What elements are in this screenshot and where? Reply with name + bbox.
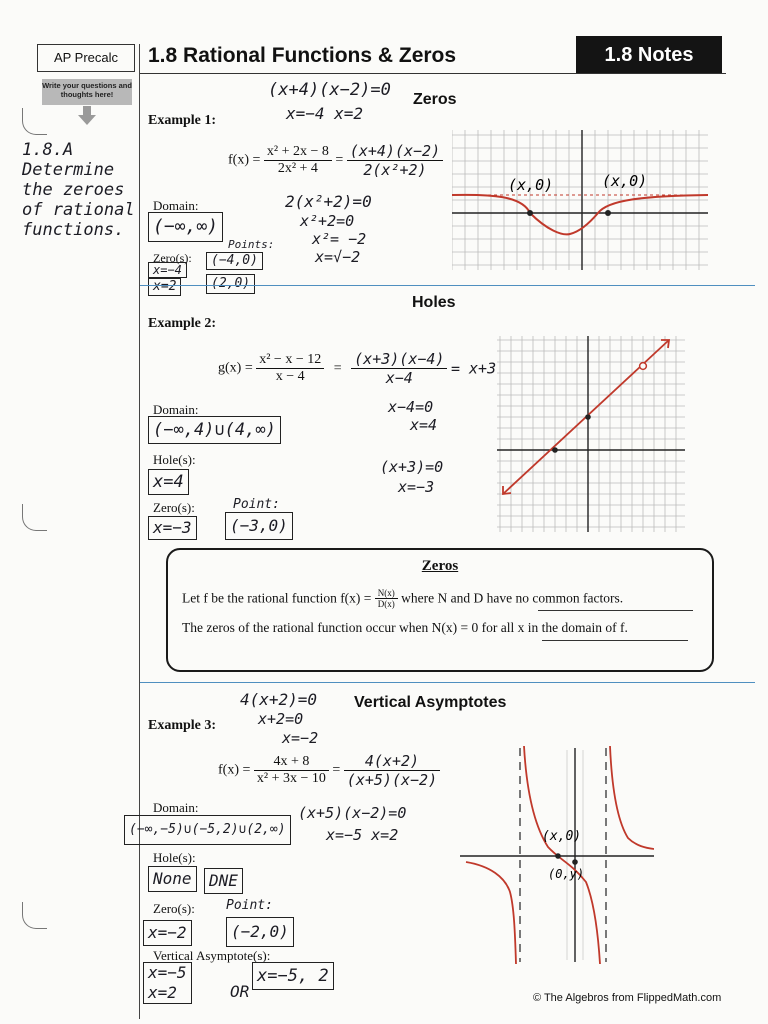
ex3-zero-value: x=−2 [143, 920, 192, 946]
ex3-graph-label-1: (x,0) [542, 829, 582, 844]
ex3-va-value-1: x=−5 [148, 963, 187, 982]
ex2-y-intercept [585, 414, 591, 420]
definition-underline-1 [538, 610, 693, 611]
ex3-factored-den: (x+5)(x−2) [346, 771, 438, 789]
ex3-va-or: OR [230, 982, 250, 1001]
ex3-work-top-2: x+2=0 [258, 710, 304, 728]
ex1-graph [452, 130, 708, 270]
ex3-func-num: 4x + 8 [254, 754, 329, 771]
ex1-work-factor: (x+4)(x−2)=0 [268, 80, 391, 100]
ex2-domain-label: Domain: [153, 402, 199, 417]
divider-2 [140, 682, 755, 683]
ex1-function: f(x) = $\frac{\text{x² + 2x − 8}}{\text{2x² + 4}}$ = $\frac{(x+4)(x-2)}{\text{2(x²+2)}}$ [228, 142, 443, 179]
ex1-factored-den: 2(x²+2) [363, 161, 427, 179]
ex1-zero-point-2 [605, 210, 611, 216]
definition-line-1-a: Let f be the rational function f(x) = [182, 590, 372, 606]
ex3-zero-point [555, 853, 561, 859]
ex2-zero-value: x=−3 [148, 516, 197, 540]
ex1-factored-fraction [347, 142, 443, 179]
divider-1 [140, 285, 755, 286]
footer-copyright: © The Algebros from FlippedMath.com [533, 992, 722, 1004]
header-rule [140, 73, 726, 74]
ex3-work-top-3: x=−2 [282, 729, 319, 747]
ex1-func-lhs: f(x) = [228, 152, 261, 168]
ex3-curve-middle [524, 746, 600, 964]
ex2-factored-den: x−4 [385, 369, 413, 387]
ex2-work-2: x=4 [410, 416, 438, 434]
ex2-work-1: x−4=0 [388, 398, 434, 416]
zeros-definition-box [166, 548, 714, 672]
example1-label: Example 1: [148, 113, 217, 128]
ex2-func-fraction [256, 352, 324, 385]
ex1-points-label: Points: [228, 238, 275, 251]
ex3-work-top-1: 4(x+2)=0 [240, 690, 318, 709]
ex3-graph [460, 742, 654, 968]
ex2-work-4: x=−3 [398, 478, 435, 496]
ex2-func-den: x − 4 [275, 369, 305, 384]
ex3-curve-left [466, 862, 516, 964]
notes-badge-label: 1.8 Notes [604, 44, 694, 66]
notes-badge [576, 36, 722, 74]
ex1-func-fraction [264, 144, 332, 177]
binder-hole-1 [22, 108, 47, 135]
ex2-graph-grid [497, 336, 685, 532]
ex3-func-lhs: f(x) = [218, 762, 251, 778]
holes-heading: Holes [412, 294, 456, 311]
ex2-domain-value: (−∞,4)∪(4,∞) [148, 416, 281, 444]
ex3-factored-fraction [344, 752, 440, 789]
down-arrow-icon [78, 106, 96, 126]
ex3-factored-num: 4(x+2) [344, 752, 440, 771]
ex1-zeros-label: Zero(s): [153, 251, 192, 265]
ex2-func-num: x² − x − 12 [256, 352, 324, 369]
va-heading: Vertical Asymptotes [354, 694, 507, 711]
ex1-graph-grid [452, 130, 708, 270]
example3-label: Example 3: [148, 718, 217, 733]
ex2-point-label: Point: [233, 497, 280, 512]
ex3-function: f(x) = $\frac{4x + 8}{\text{x² + 3x − 10}}$ = $\frac{4(x+2)}{(x+5)(x-2)}$ [218, 752, 440, 789]
ex1-work-roots: x=−4 x=2 [286, 104, 364, 123]
ex1-work-4: x=√−2 [315, 248, 361, 266]
definition-num: N(x) [375, 588, 398, 599]
ex3-func-fraction [254, 754, 329, 787]
ex3-func-den: x² + 3x − 10 [256, 771, 326, 786]
ex2-func-lhs: g(x) = [218, 360, 253, 376]
ex2-function: g(x) = $\frac{\text{x² − x − 12}}{x - 4}$ = $\frac{(x+3)(x-4)}{x-4}$ = x+3 [218, 350, 497, 387]
ex1-point-1: (−4,0) [206, 252, 263, 270]
page-title: 1.8 Rational Functions & Zeros [148, 44, 457, 67]
zeros-heading: Zeros [413, 91, 457, 108]
ex1-zero-1: x=−4 [148, 262, 187, 278]
ex3-work-1: (x+5)(x−2)=0 [298, 804, 407, 822]
ex3-y-intercept [572, 859, 578, 865]
ex2-zero-point [552, 447, 558, 453]
ex1-zero-2: x=2 [148, 278, 181, 296]
ex1-func-den: 2x² + 4 [277, 161, 318, 176]
ex3-va-label: Vertical Asymptote(s): [153, 948, 271, 963]
ex1-func-num: x² + 2x − 8 [264, 144, 332, 161]
binder-hole-2 [22, 504, 47, 531]
course-tag [37, 44, 135, 72]
ex1-domain-label: Domain: [153, 198, 199, 213]
ex2-zeros-label: Zero(s): [153, 500, 195, 515]
ex3-va-value-2: x=2 [148, 983, 177, 1002]
ex1-graph-label-1: (x,0) [508, 176, 554, 194]
ex1-work-1: 2(x²+2)=0 [285, 192, 372, 211]
definition-line-2: The zeros of the rational function occur when N(x) = 0 for all x in the domain of f. [182, 620, 628, 635]
ex3-curve-right [610, 746, 654, 849]
ex1-work-3: x²= −2 [312, 230, 367, 248]
ex2-point-value: (−3,0) [225, 512, 293, 540]
ex3-hole-value-1: None [148, 866, 197, 892]
ex1-zero-point-1 [527, 210, 533, 216]
ex1-domain-value: (−∞,∞) [148, 212, 223, 242]
ex3-work-2: x=−5 x=2 [326, 826, 399, 844]
definition-fraction [375, 588, 398, 609]
ex2-simplified: = x+3 [450, 359, 497, 378]
ex2-holes-label: Hole(s): [153, 452, 196, 467]
ex2-work-3: (x+3)=0 [380, 458, 444, 476]
ex3-zeros-label: Zero(s): [153, 901, 195, 916]
ex1-factored-num: (x+4)(x−2) [347, 142, 443, 161]
definition-title: Zeros [421, 558, 459, 574]
ex3-point-value: (−2,0) [226, 917, 294, 947]
ex2-hole-point [640, 363, 647, 370]
ex2-graph [497, 336, 685, 532]
ex1-curve [452, 195, 708, 235]
definition-underline-2 [542, 640, 688, 641]
ex3-graph-label-2: (0,y) [548, 867, 585, 881]
course-name: AP Precalc [53, 50, 119, 65]
ex3-point-label: Point: [226, 898, 273, 913]
ex2-factored-fraction [351, 350, 447, 387]
ex1-work-2: x²+2=0 [300, 212, 355, 230]
ex3-domain-value: (−∞,−5)∪(−5,2)∪(2,∞) [124, 815, 291, 845]
definition-line-1 [182, 588, 623, 609]
example2-label: Example 2: [148, 316, 217, 331]
ex3-hole-value-2: DNE [204, 868, 243, 894]
ex3-va-value-3: x=−5, 2 [252, 962, 334, 990]
definition-line-1-b: where N and D have no common factors. [401, 590, 624, 606]
definition-den: D(x) [377, 599, 395, 609]
objective-note: 1.8.A Determine the zeroes of rational functions. [22, 140, 135, 240]
ex3-domain-label: Domain: [153, 800, 199, 815]
ex2-factored-num: (x+3)(x−4) [351, 350, 447, 369]
ex3-va-stack [143, 962, 192, 1004]
ex1-point-2: (2,0) [206, 274, 255, 294]
binder-hole-3 [22, 902, 47, 929]
ex2-hole-value: x=4 [148, 469, 189, 495]
ex1-graph-label-2: (x,0) [602, 172, 648, 190]
ex3-holes-label: Hole(s): [153, 850, 196, 865]
sidebar-note: Write your questions and thoughts here! [42, 79, 132, 105]
